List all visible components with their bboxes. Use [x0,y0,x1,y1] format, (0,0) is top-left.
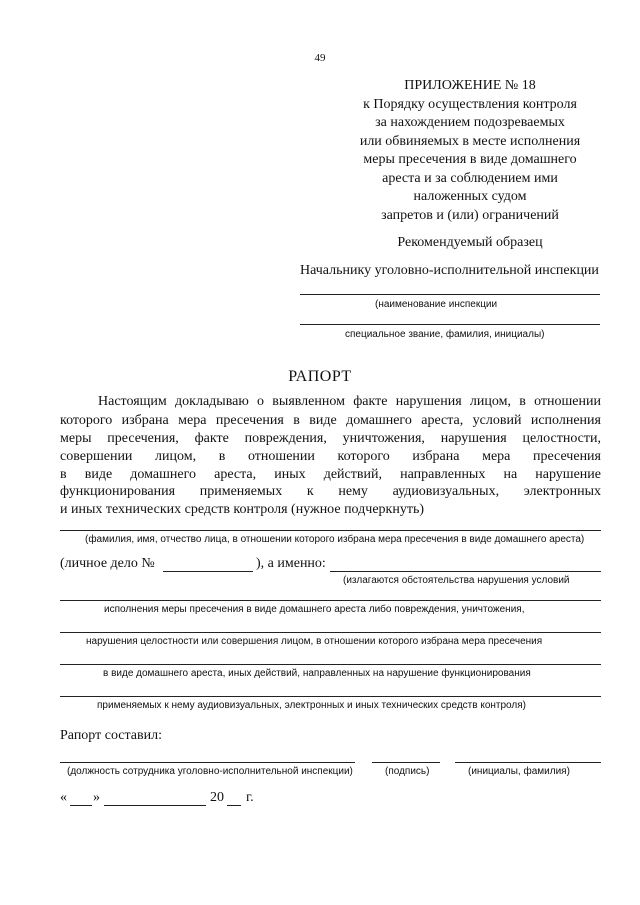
inspection-name-caption: (наименование инспекции [375,299,498,310]
date-year-prefix: 20 [210,790,224,805]
appendix-line: ПРИЛОЖЕНИЕ № 18 [404,78,536,93]
date-day-field[interactable] [70,805,92,806]
body-paragraph-line: меры пресечения, факте повреждения, уничтожения, нарушения целостности, [60,431,601,446]
circumstances-field-2[interactable] [60,600,601,601]
circumstances-caption-4: в виде домашнего ареста, иных действий, направленных на нарушение функционирования [103,668,531,679]
body-paragraph-line: функционирования применяемых к нему аудиовизуальных, электронных [60,484,601,499]
compiled-by-label: Рапорт составил: [60,728,162,743]
appendix-line: за нахождением подозреваемых [375,115,565,130]
appendix-line: к Порядку осуществления контроля [363,96,577,112]
date-year-suffix: г. [246,790,254,805]
body-paragraph-line: совершении лицом, в отношении которого избрана мера пресечения [60,449,601,464]
date-year-field[interactable] [227,805,241,806]
date-open-quote: « [60,790,67,805]
appendix-line: ареста и за соблюдением ими [382,170,558,186]
appendix-line: или обвиняемых в месте исполнения [359,133,581,149]
document-title: РАПОРТ [288,368,352,385]
date-close-quote: » [93,790,100,805]
circumstances-field-1[interactable] [330,571,601,572]
rank-name-field[interactable] [300,324,600,325]
body-paragraph-line: Настоящим докладываю о выявленном факте нарушения лицом, в отношении [98,394,601,409]
person-name-field[interactable] [60,530,601,531]
circumstances-caption-5: применяемых к нему аудиовизуальных, электронных и иных технических средств контроля) [97,700,526,711]
circumstances-caption-3: нарушения целостности или совершения лицом, в отношении которого избрана мера пресечения [86,636,543,647]
person-name-caption: (фамилия, имя, отчество лица, в отношении которого избрана мера пресечения в виде домашнего ареста) [85,534,585,545]
appendix-line: наложенных судом [413,189,527,204]
recommended-sample-label: Рекомендуемый образец [397,235,543,250]
circumstances-field-4[interactable] [60,664,601,665]
employee-position-field[interactable] [60,762,355,763]
inspection-name-field[interactable] [300,294,600,295]
page-number: 49 [314,52,326,64]
initials-field[interactable] [455,762,601,763]
circumstances-field-5[interactable] [60,696,601,697]
body-paragraph-line: в виде домашнего ареста, иных действий, направленных на нарушение [60,467,601,482]
addressee-line: Начальнику уголовно-исполнительной инспекции [300,263,599,278]
initials-caption: (инициалы, фамилия) [468,766,570,777]
case-file-number-field[interactable] [163,571,253,572]
date-month-field[interactable] [104,805,206,806]
body-paragraph-line: которого избрана мера пресечения в виде домашнего ареста, условий исполнения [60,413,601,428]
circumstances-caption-1: (излагаются обстоятельства нарушения условий [343,575,570,586]
appendix-line: меры пресечения в виде домашнего [363,152,577,167]
signature-caption: (подпись) [385,766,430,777]
appendix-line: запретов и (или) ограничений [381,207,559,223]
case-file-suffix: ), а именно: [256,556,326,571]
signature-field[interactable] [372,762,440,763]
case-file-prefix: (личное дело № [60,556,155,571]
employee-position-caption: (должность сотрудника уголовно-исполнительной инспекции) [67,766,353,777]
circumstances-caption-2: исполнения меры пресечения в виде домашнего ареста либо повреждения, уничтожения, [104,604,525,615]
rank-name-caption: специальное звание, фамилия, инициалы) [345,329,545,340]
body-paragraph-line: и иных технических средств контроля (нужное подчеркнуть) [60,502,424,517]
appendix-header [340,77,600,225]
circumstances-field-3[interactable] [60,632,601,633]
